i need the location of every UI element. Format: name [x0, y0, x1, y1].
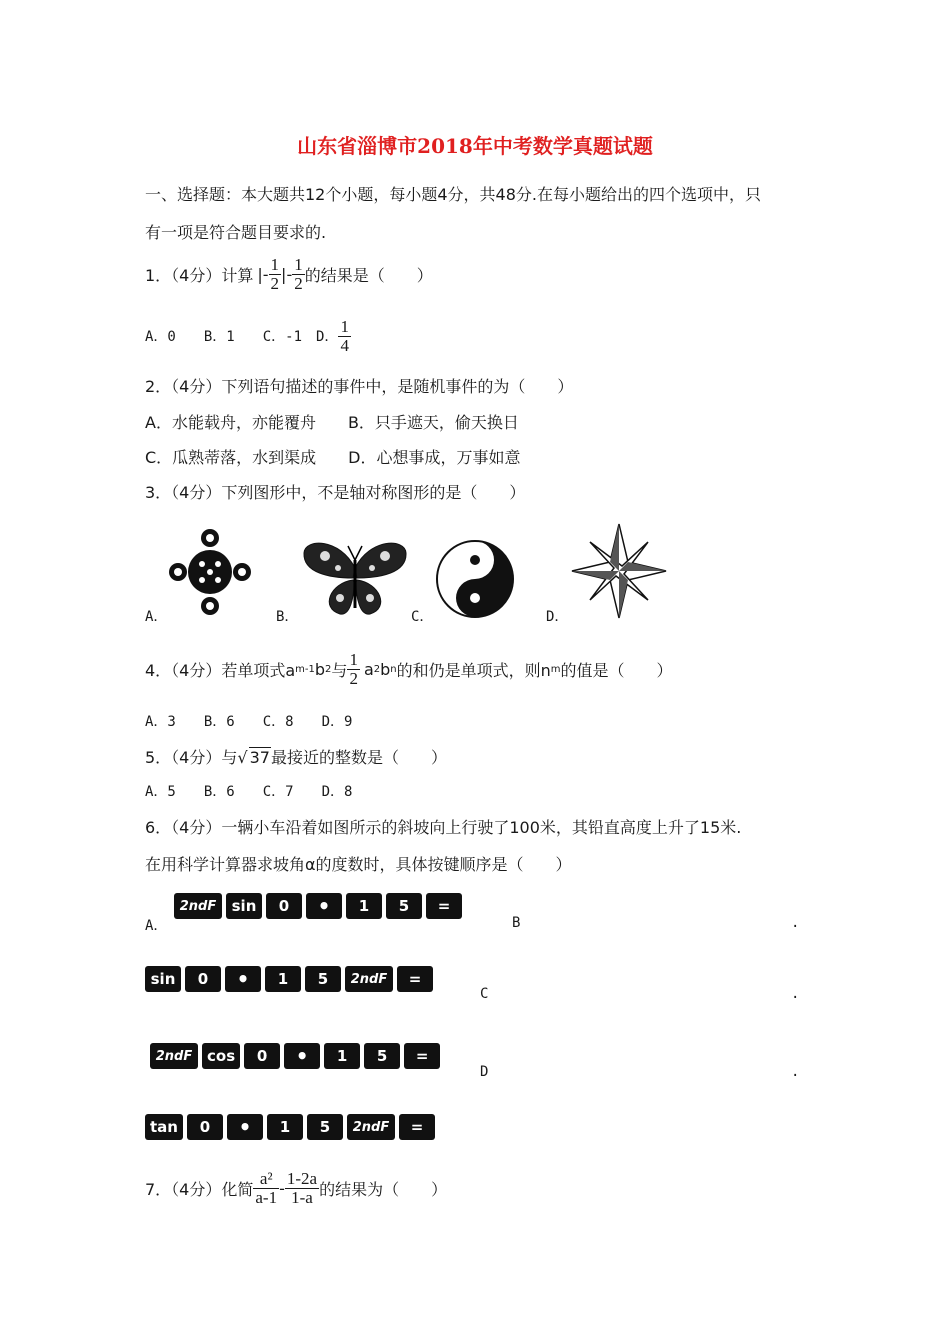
question-2-options-cd: C．瓜熟蒂落，水到渠成 D．心想事成，万事如意	[145, 448, 521, 467]
line-end-dot: .	[791, 986, 800, 1002]
question-2-options-ab: A．水能载舟，亦能覆舟 B．只手遮天，偷天换日	[145, 413, 519, 432]
option-b-label: B	[512, 915, 521, 931]
calculator-key: •	[225, 966, 261, 992]
option-a-label: A．	[145, 918, 168, 934]
compass-star-figure	[570, 522, 668, 620]
key-sequence-b	[145, 966, 433, 992]
calculator-key: sin	[145, 966, 181, 992]
calculator-key: •	[227, 1114, 263, 1140]
fraction: $\frac{\text{a²}}{a-1}$	[255, 1169, 278, 1207]
calculator-key: =	[399, 1114, 435, 1140]
question-5-options: A．5 B．6 C．7 D．8	[145, 784, 353, 800]
calculator-key: 5	[364, 1043, 400, 1069]
option-a-label: A．	[145, 609, 168, 625]
calculator-key: 0	[187, 1114, 223, 1140]
calculator-key: 2ndF	[174, 893, 222, 919]
question-1-options: A．0 B．1 C．-1 D． $\frac{1}{4}$	[145, 317, 349, 355]
fraction: $\frac{1}{2}$	[294, 255, 303, 293]
calculator-key: 5	[307, 1114, 343, 1140]
calculator-key: =	[397, 966, 433, 992]
calculator-key: 0	[266, 893, 302, 919]
fraction: $\frac{1}{4}$	[340, 317, 349, 355]
fraction: $\frac{1}{2}$	[270, 255, 280, 293]
question-4-stem: 4．（4分）若单项式a m-1 b 2 与 $\frac{1}{2}$ a 2 b n 的和仍是单项式，则n m 的值是（ ）	[145, 650, 673, 688]
calculator-key: 1	[267, 1114, 303, 1140]
key-sequence-d	[145, 1114, 435, 1140]
calculator-key: •	[284, 1043, 320, 1069]
calculator-key: 2ndF	[150, 1043, 198, 1069]
option-b-label: B．	[276, 609, 299, 625]
option-d-label: D．	[546, 609, 569, 625]
question-2-stem: 2．（4分）下列语句描述的事件中，是随机事件的为（ ）	[145, 377, 574, 396]
yin-yang-figure	[434, 538, 516, 620]
fraction: $\frac{1}{2}$	[349, 650, 358, 688]
question-3-stem: 3．（4分）下列图形中，不是轴对称图形的是（ ）	[145, 483, 526, 502]
line-end-dot: .	[791, 1064, 800, 1080]
butterfly-figure	[300, 538, 410, 618]
calculator-key: 1	[265, 966, 301, 992]
calculator-key: 5	[386, 893, 422, 919]
calculator-key: =	[404, 1043, 440, 1069]
question-4-options: A．3 B．6 C．8 D．9	[145, 714, 353, 730]
line-end-dot: .	[791, 915, 800, 931]
calculator-key: •	[306, 893, 342, 919]
option-c-label: C	[480, 986, 489, 1002]
question-1-stem: 1．（4分）计算 |- $\frac{1}{2}$ |- $\frac{1}{2}$ 的结果是（ ）	[145, 255, 433, 293]
section-heading-line1: 一、选择题：本大题共12个小题，每小题4分，共48分.在每小题给出的四个选项中，只	[145, 185, 761, 204]
option-c-label: C．	[411, 609, 434, 625]
calculator-key: 5	[305, 966, 341, 992]
key-sequence-c	[150, 1043, 440, 1069]
calculator-key: sin	[226, 893, 262, 919]
option-d-label: D	[480, 1064, 489, 1080]
page-title: 山东省淄博市2018年中考数学真题试题	[297, 134, 653, 158]
calculator-key: 0	[244, 1043, 280, 1069]
chinese-knot-figure	[168, 528, 252, 616]
section-heading-line2: 有一项是符合题目要求的.	[145, 223, 327, 242]
calculator-key: cos	[202, 1043, 240, 1069]
calculator-key: 1	[324, 1043, 360, 1069]
question-6-line2: 在用科学计算器求坡角α的度数时，具体按键顺序是（ ）	[145, 855, 572, 874]
calculator-key: tan	[145, 1114, 183, 1140]
calculator-key: 2ndF	[347, 1114, 395, 1140]
question-5-stem: 5．（4分）与√ 37最接近的整数是（ ）	[145, 748, 447, 767]
fraction: $\frac{1-2a}{1-a}$	[286, 1169, 318, 1207]
calculator-key: 1	[346, 893, 382, 919]
calculator-key: 2ndF	[345, 966, 393, 992]
calculator-key: =	[426, 893, 462, 919]
calculator-key: 0	[185, 966, 221, 992]
question-7-stem: 7．（4分）化简 $\frac{\text{a²}}{a-1}$ - $\frac{1-2a}{1-a}$ 的结果为（ ）	[145, 1169, 448, 1207]
key-sequence-a	[174, 893, 462, 919]
question-6-line1: 6．（4分）一辆小车沿着如图所示的斜坡向上行驶了100米，其铅直高度上升了15米.	[145, 818, 742, 837]
